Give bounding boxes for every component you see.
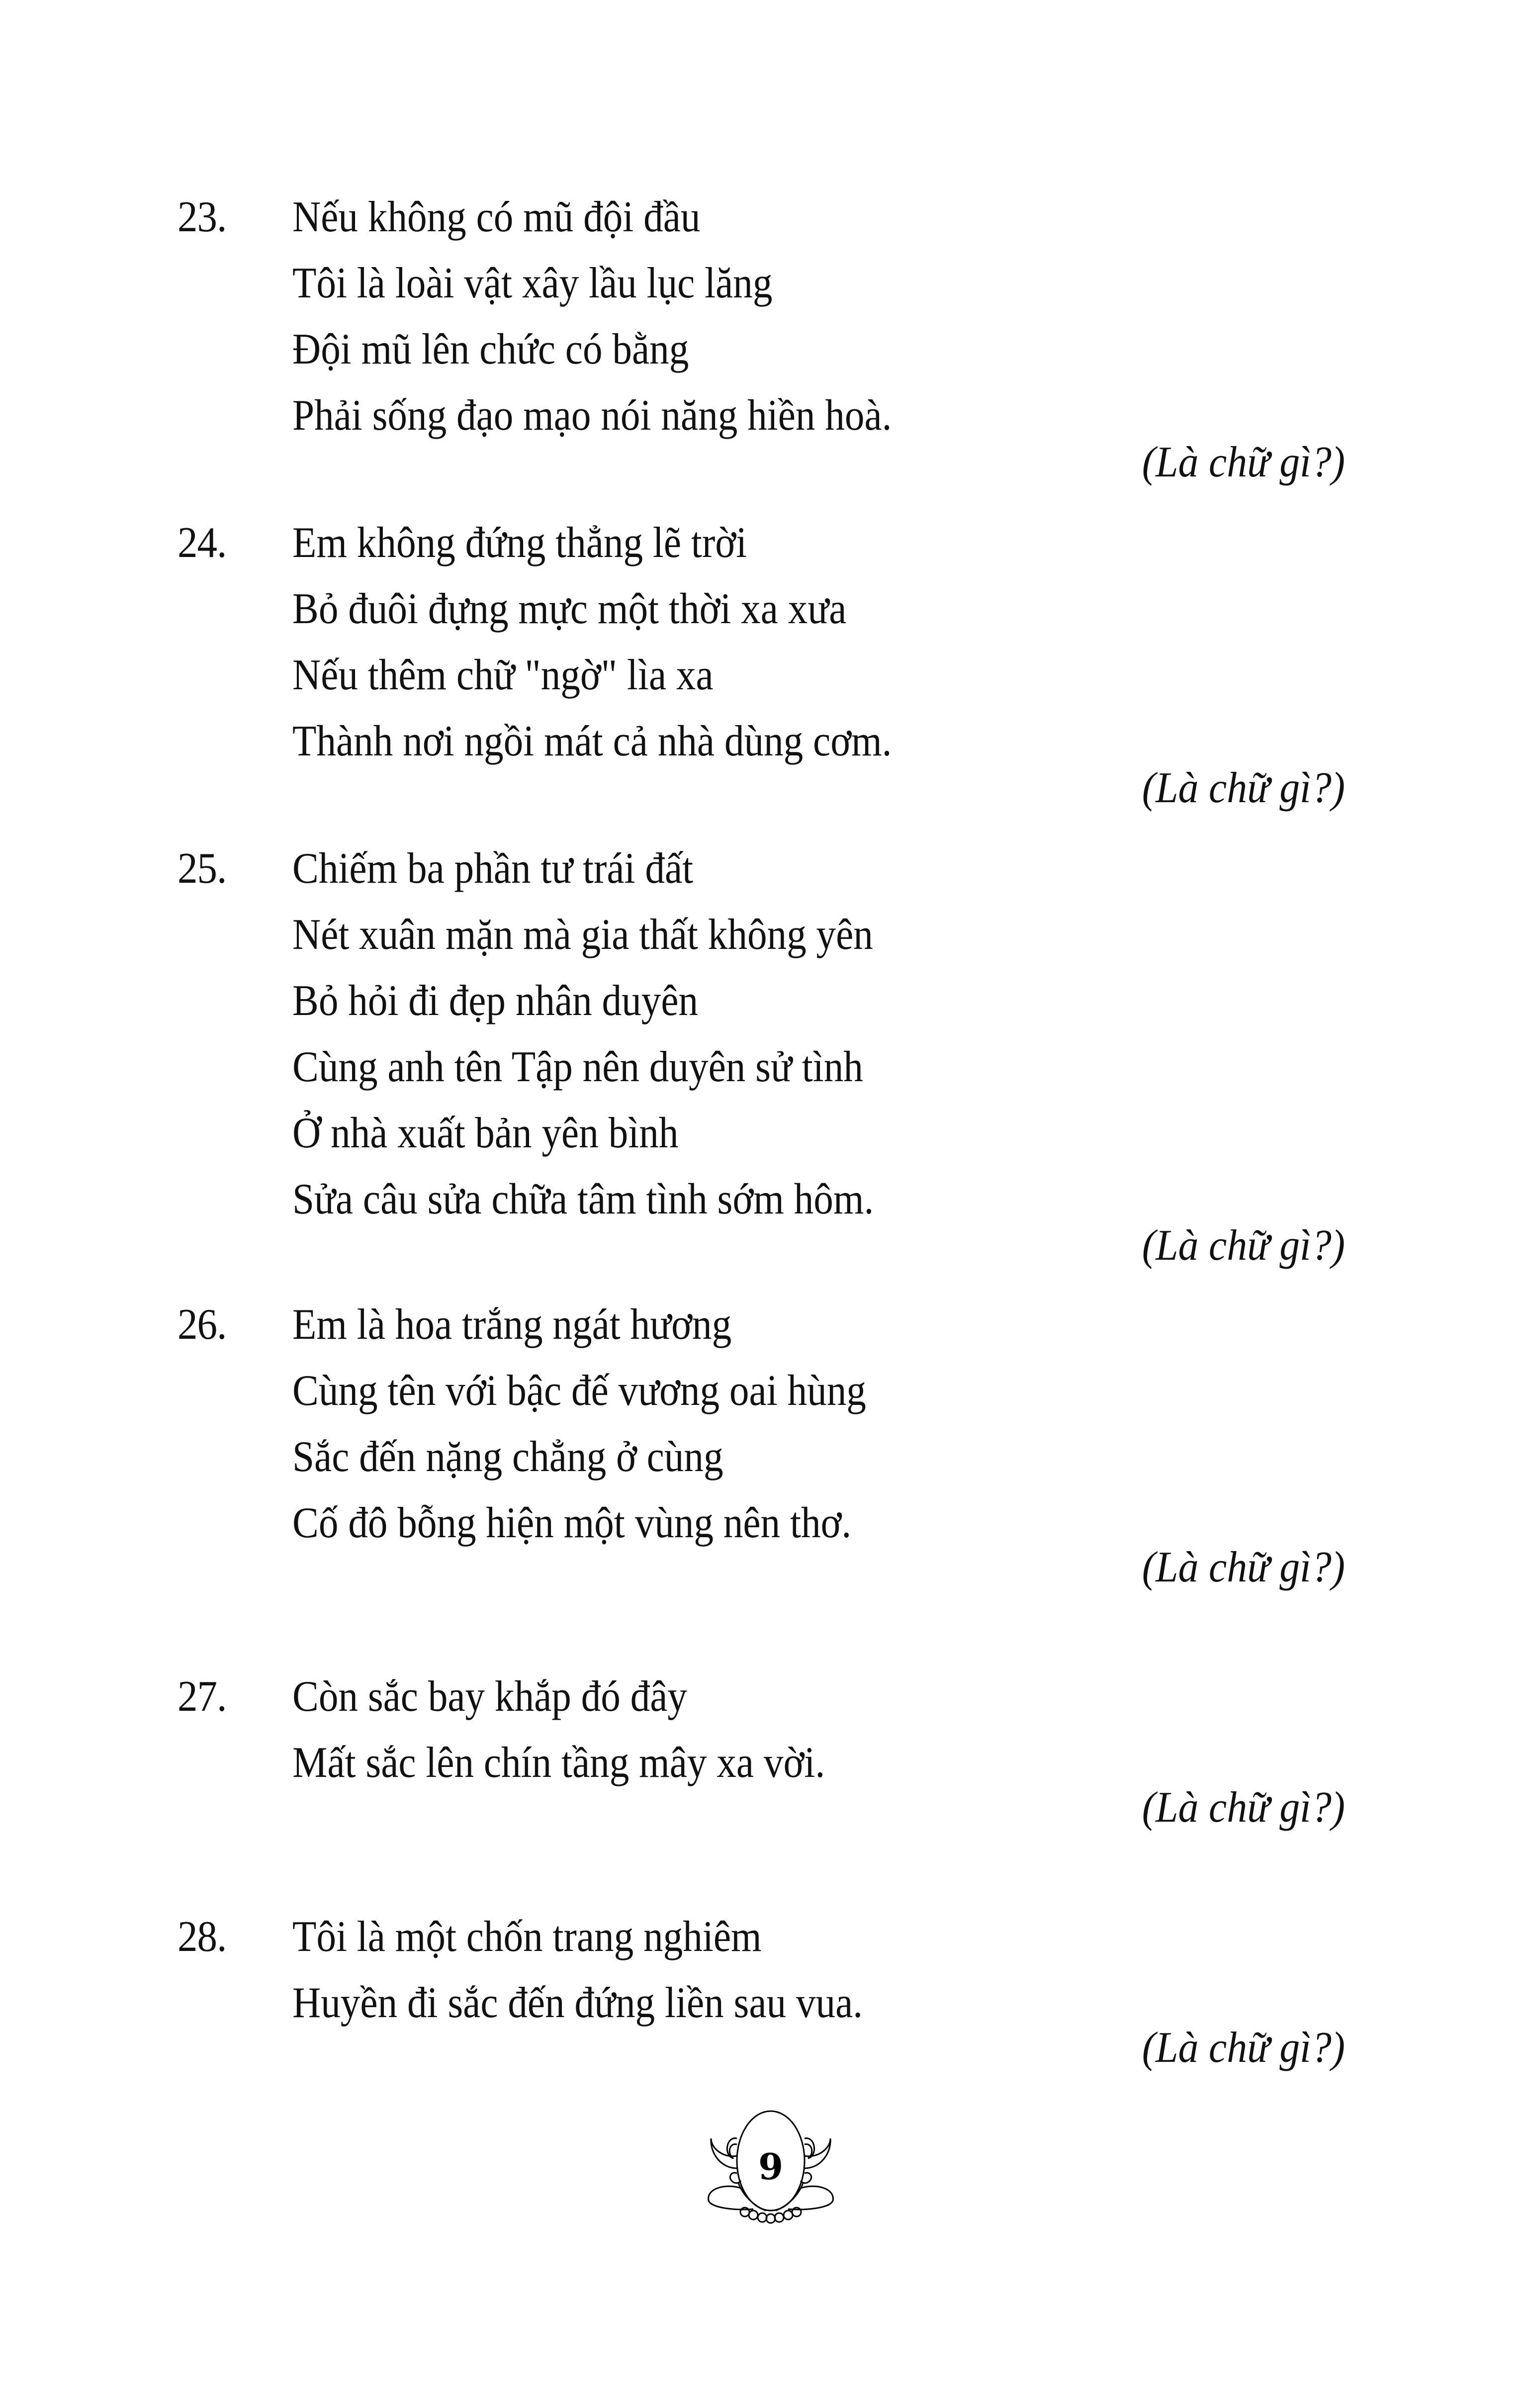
verse-line: Còn sắc bay khắp đó đây	[292, 1672, 688, 1721]
riddle-verse	[292, 184, 958, 449]
verse-line: Cố đô bỗng hiện một vùng nên thơ.	[292, 1499, 852, 1547]
page-number-ornament	[696, 2109, 845, 2238]
verse-line: Cùng tên với bậc đế vương oai hùng	[292, 1367, 866, 1415]
verse-line: Bỏ hỏi đi đẹp nhân duyên	[292, 977, 699, 1025]
verse-line: Ở nhà xuất bản yên bình	[292, 1109, 679, 1157]
riddle-verse	[292, 835, 938, 1232]
riddle-number: 27.	[178, 1672, 227, 1721]
verse-line: Phải sống đạo mạo nói năng hiền hoà.	[292, 391, 892, 440]
verse-line: Em không đứng thẳng lẽ trời	[292, 519, 747, 567]
page-number: 9	[758, 2145, 784, 2188]
riddle-number: 26.	[178, 1300, 227, 1349]
riddle-prompt: (Là chữ gì?)	[1142, 1783, 1345, 1832]
verse-line: Bỏ đuôi đựng mực một thời xa xưa	[292, 585, 847, 633]
verse-line: Chiếm ba phần tư trái đất	[292, 844, 694, 893]
verse-line: Nếu không có mũ đội đầu	[292, 193, 701, 241]
riddle-prompt: (Là chữ gì?)	[1142, 1221, 1345, 1270]
verse-line: Sửa câu sửa chữa tâm tình sớm hôm.	[292, 1175, 874, 1223]
riddle-verse	[292, 1664, 884, 1796]
riddle-number: 23.	[178, 193, 227, 241]
verse-line: Sắc đến nặng chẳng ở cùng	[292, 1433, 723, 1481]
verse-line: Huyền đi sắc đến đứng liền sau vua.	[292, 1979, 863, 2027]
riddle-verse	[292, 1904, 926, 2036]
verse-line: Em là hoa trắng ngát hương	[292, 1300, 732, 1349]
riddle-number: 25.	[178, 844, 227, 893]
verse-line: Cùng anh tên Tập nên duyên sử tình	[292, 1043, 863, 1091]
riddle-number: 24.	[178, 519, 227, 567]
riddle-prompt: (Là chữ gì?)	[1142, 438, 1345, 486]
verse-line: Đội mũ lên chức có bằng	[292, 325, 689, 373]
riddle-prompt: (Là chữ gì?)	[1142, 2024, 1345, 2072]
verse-line: Mất sắc lên chín tầng mây xa vời.	[292, 1739, 825, 1787]
verse-line: Tôi là một chốn trang nghiêm	[292, 1913, 762, 1961]
riddle-number: 28.	[178, 1913, 227, 1961]
verse-line: Nếu thêm chữ "ngờ" lìa xa	[292, 651, 714, 699]
verse-line: Nét xuân mặn mà gia thất không yên	[292, 911, 873, 959]
riddle-verse	[292, 1292, 930, 1556]
verse-line: Thành nơi ngồi mát cả nhà dùng cơm.	[292, 717, 892, 765]
riddle-prompt: (Là chữ gì?)	[1142, 1543, 1345, 1591]
verse-line: Tôi là loài vật xây lầu lục lăng	[292, 259, 773, 307]
riddle-verse	[292, 510, 958, 774]
riddle-prompt: (Là chữ gì?)	[1142, 764, 1345, 812]
